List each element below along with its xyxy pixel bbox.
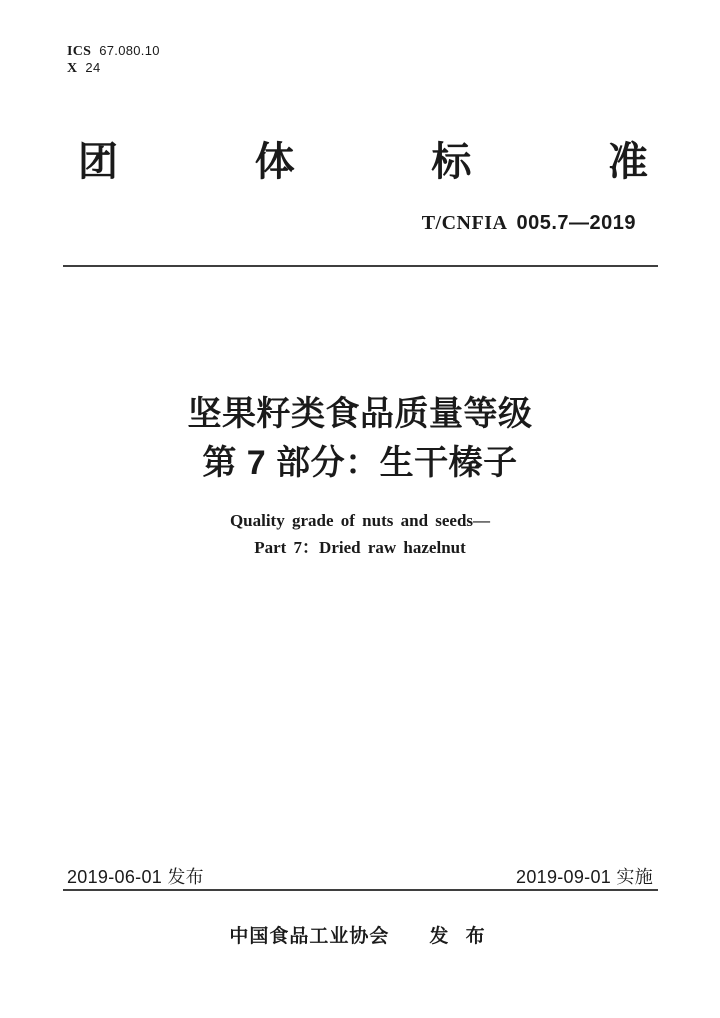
standard-type-heading — [78, 140, 648, 184]
doc-class-label: X — [67, 61, 78, 76]
standard-number — [422, 212, 636, 235]
doc-class-code: 24 — [85, 60, 101, 75]
standard-type-char: 准 — [607, 140, 648, 184]
ics-label: ICS — [67, 44, 92, 59]
title-en-line2: Part 7：Dried raw hazelnut — [254, 538, 466, 557]
title-en-line1: Quality grade of nuts and seeds— — [229, 511, 491, 530]
footer-divider — [63, 889, 658, 891]
standard-number-prefix: T/CNFIA — [421, 212, 508, 234]
standard-number-code: 005.7—2019 — [516, 212, 636, 234]
title-zh-line2: 第 7 部分：生干榛子 — [202, 444, 518, 482]
implementation-date: 2019-09-01 实施 — [516, 867, 653, 887]
ics-code: 67.080.10 — [99, 43, 160, 58]
publish-label: 发 布 — [429, 926, 491, 947]
standard-type-char: 团 — [78, 140, 118, 184]
document-title-zh — [0, 390, 720, 488]
doc-class-line — [67, 60, 160, 77]
issue-date: 2019-06-01 发布 — [67, 867, 204, 887]
publisher-line — [0, 921, 720, 948]
ics-block — [67, 43, 160, 77]
date-row — [67, 863, 653, 889]
title-zh-line1: 坚果籽类食品质量等级 — [187, 395, 533, 433]
publisher-name: 中国食品工业协会 — [229, 926, 390, 947]
standard-type-char: 标 — [431, 140, 472, 184]
standard-type-char: 体 — [254, 140, 295, 184]
ics-line — [67, 43, 160, 60]
header-divider — [63, 265, 658, 267]
document-title-en — [0, 507, 720, 561]
